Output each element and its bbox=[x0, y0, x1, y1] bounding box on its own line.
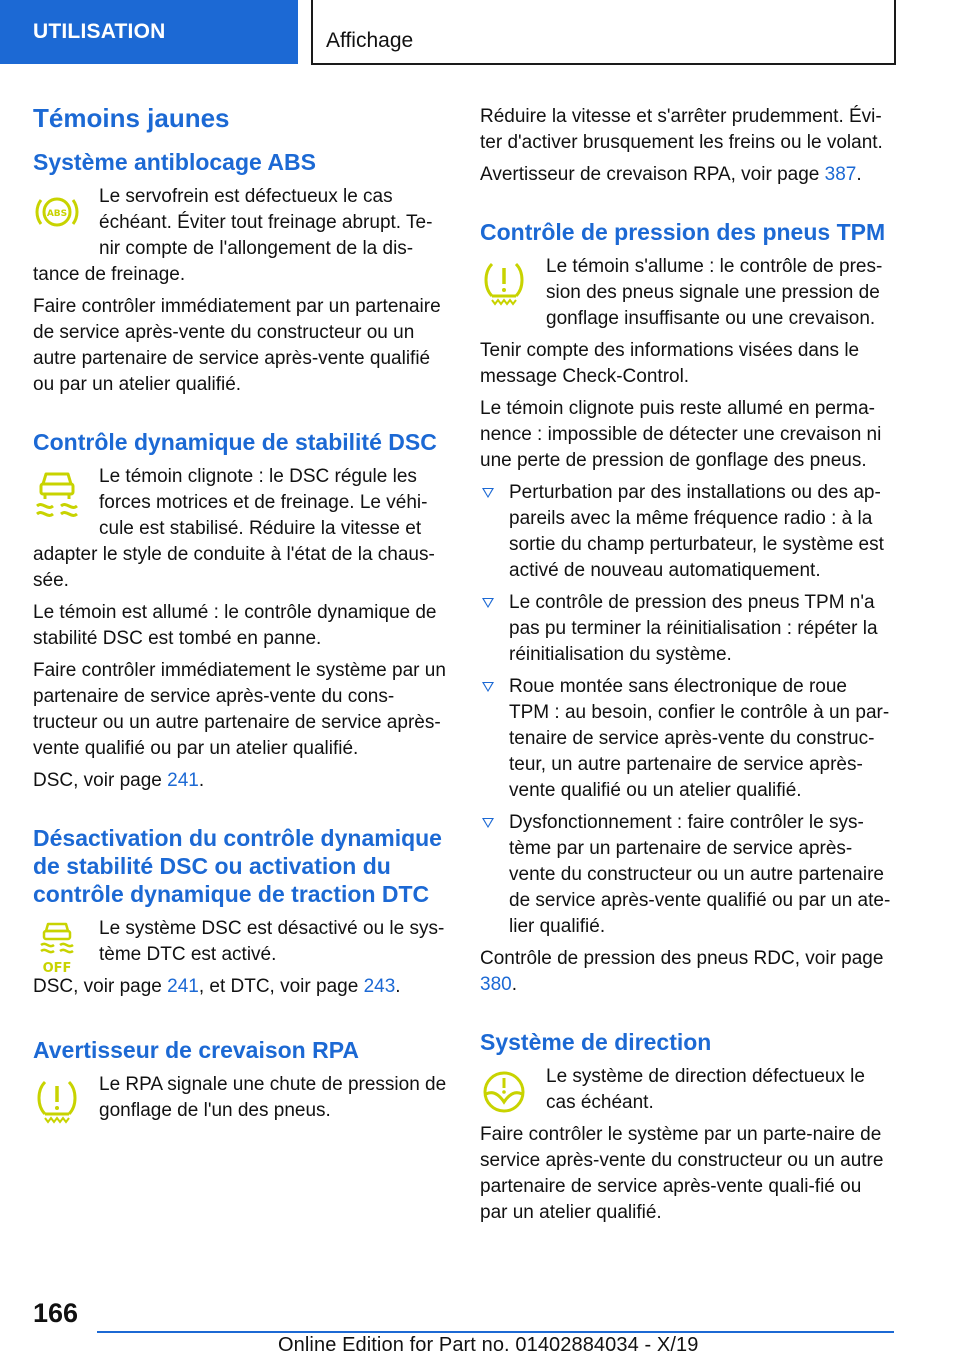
steering-text-1: Le système de direction défectueux le cas échéant. bbox=[546, 1066, 865, 1113]
list-item: Perturbation par des installations ou des ap-pareils avec la même fréquence radio : à la sortie du champ perturbateur, le système est activé de nouveau automatiquement. bbox=[480, 480, 892, 584]
rpa-page-link[interactable]: 387 bbox=[824, 164, 857, 185]
list-item: Le contrôle de pression des pneus TPM n'a pas pu terminer la réinitialisation : répéter la réinitialisation du système. bbox=[480, 590, 892, 668]
abs-text-2: Faire contrôler immédiatement par un partenaire de service après-vente du constructeur ou un autre partenaire de service après-vente qualifié ou par un atelier qualifié. bbox=[33, 296, 441, 395]
abs-block bbox=[33, 184, 448, 294]
dsc-page-link-2[interactable]: 241 bbox=[167, 976, 199, 997]
tire-pressure-warning-icon bbox=[33, 1076, 81, 1128]
tpm-text-3: Le témoin clignote puis reste allumé en perma-nence : impossible de détecter une crevaison ni une perte de pression de gonflage des pneus. bbox=[480, 398, 882, 471]
list-item: Dysfonctionnement : faire contrôler le sys-tème par un partenaire de service après-vente du constructeur ou un autre partenaire de service après-vente qualifié ou par un ate-lier qualifié. bbox=[480, 810, 892, 940]
steering-heading: Système de direction bbox=[480, 1029, 712, 1055]
tpm-bullet-list bbox=[480, 480, 892, 940]
dsc-car-skid-icon bbox=[33, 468, 81, 520]
dsc-page-link[interactable]: 241 bbox=[167, 770, 199, 791]
triangle-bullet-icon bbox=[482, 598, 494, 608]
dtc-page-link[interactable]: 243 bbox=[363, 976, 396, 997]
dsc-off-heading: Désactivation du contrôle dynamique de stabilité DSC ou activation du contrôle dynamique de traction DTC bbox=[33, 825, 442, 907]
triangle-bullet-icon bbox=[482, 818, 494, 828]
rpa-block bbox=[33, 1072, 448, 1130]
page-header bbox=[0, 0, 960, 66]
dsc-reference: DSC, voir page 241. bbox=[33, 770, 205, 791]
chapter-tab[interactable]: UTILISATION bbox=[0, 0, 298, 64]
header-divider-right bbox=[894, 0, 896, 65]
page-title: Témoins jaunes bbox=[33, 103, 230, 133]
abs-heading: Système antiblocage ABS bbox=[33, 149, 316, 175]
steering-block bbox=[480, 1064, 892, 1232]
page-number: 166 bbox=[33, 1298, 79, 1328]
abs-warning-icon bbox=[33, 188, 81, 240]
header-divider bbox=[311, 0, 313, 64]
rpa-reference: Avertisseur de crevaison RPA, voir page 387. bbox=[480, 164, 862, 185]
left-column bbox=[33, 100, 448, 1130]
dsc-heading: Contrôle dynamique de stabilité DSC bbox=[33, 429, 437, 455]
rdc-reference: Contrôle de pression des pneus RDC, voir page 380. bbox=[480, 948, 884, 995]
edition-note: Online Edition for Part no. 01402884034 - X/19 bbox=[278, 1334, 699, 1356]
section-title: Affichage bbox=[326, 29, 414, 52]
abs-text-1: Le servofrein est défectueux le cas échéant. Éviter tout freinage abrupt. Te-nir compte de l'allongement de la dis-tance de freinage. bbox=[33, 186, 433, 285]
tpm-block bbox=[480, 254, 892, 338]
dsc-off-icon bbox=[33, 920, 81, 976]
steering-wheel-warning-icon bbox=[480, 1068, 528, 1120]
rpa-text-2: Réduire la vitesse et s'arrêter prudemment. Évi-ter d'activer brusquement les freins ou le volant. bbox=[480, 106, 883, 153]
off-icon-label: OFF bbox=[42, 961, 72, 976]
triangle-bullet-icon bbox=[482, 682, 494, 692]
abs-icon-label: ABS bbox=[46, 209, 68, 219]
rdc-page-link[interactable]: 380 bbox=[480, 974, 512, 995]
rpa-text-1: Le RPA signale une chute de pression de gonflage de l'un des pneus. bbox=[99, 1074, 447, 1121]
footer-divider bbox=[97, 1331, 894, 1333]
list-item: Roue montée sans électronique de roue TPM : au besoin, confier le contrôle à un par-tenaire de service après-vente du construc-teur, un autre partenaire de service après-vente qualifié ou un atelier qualifié. bbox=[480, 674, 892, 804]
dsc-text-1: Le témoin clignote : le DSC régule les forces motrices et de freinage. Le véhi-cule est stabilisé. Réduire la vitesse et adapter le style de conduite à l'état de la chaus-sée. bbox=[33, 466, 435, 591]
dsc-block bbox=[33, 464, 448, 600]
rpa-heading: Avertisseur de crevaison RPA bbox=[33, 1037, 359, 1063]
dsc-text-3: Faire contrôler immédiatement le système par un partenaire de service après-vente du cons-tructeur ou un autre partenaire de service après-vente qualifié ou par un atelier qualifié. bbox=[33, 660, 446, 759]
dsc-off-text-1: Le système DSC est désactivé ou le sys-tème DTC est activé. bbox=[99, 918, 445, 965]
steering-text-2: Faire contrôler le système par un parte-naire de service après-vente du constructeur ou un autre partenaire de service après-vente quali-fié ou par un atelier qualifié. bbox=[480, 1124, 884, 1223]
right-column bbox=[480, 104, 892, 1232]
tpm-text-1: Le témoin s'allume : le contrôle de pres-sion des pneus signale une pression de gonflage insuffisante ou une crevaison. bbox=[546, 256, 883, 329]
dsc-text-2: Le témoin est allumé : le contrôle dynamique de stabilité DSC est tombé en panne. bbox=[33, 602, 437, 649]
dsc-off-block bbox=[33, 916, 448, 1006]
dsc-off-reference: DSC, voir page 241, et DTC, voir page 243. bbox=[33, 976, 401, 997]
tpm-warning-icon bbox=[480, 258, 528, 310]
tpm-heading: Contrôle de pression des pneus TPM bbox=[480, 219, 886, 245]
triangle-bullet-icon bbox=[482, 488, 494, 498]
tpm-text-2: Tenir compte des informations visées dans le message Check-Control. bbox=[480, 340, 860, 387]
